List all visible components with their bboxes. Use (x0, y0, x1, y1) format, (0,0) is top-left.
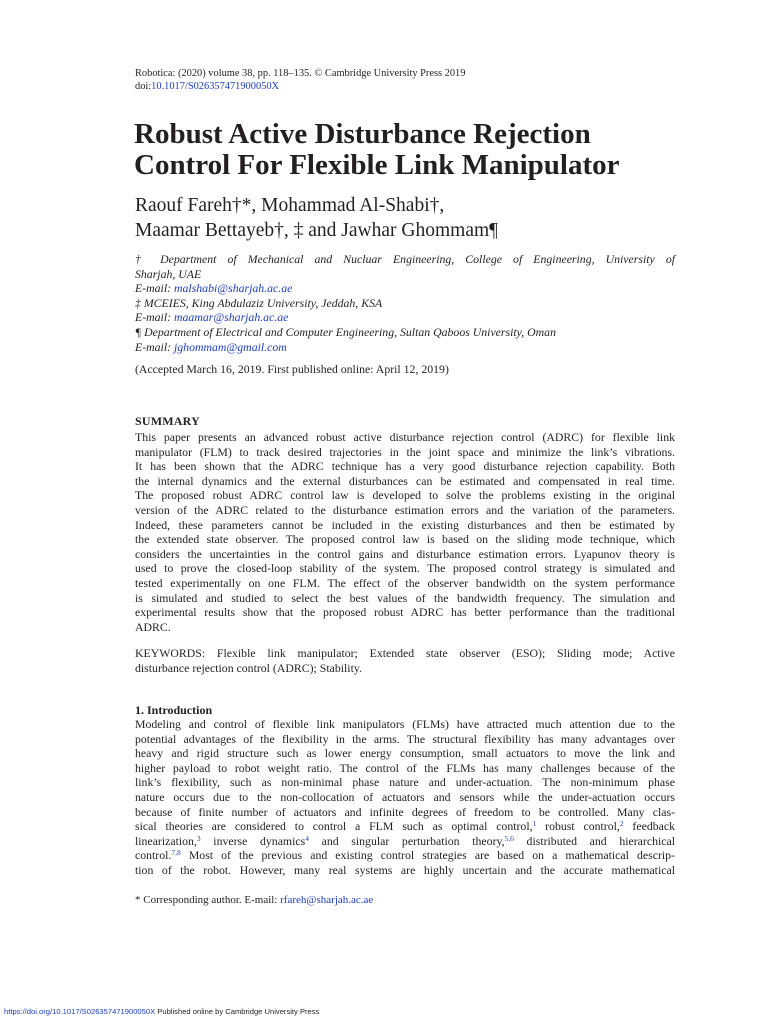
email-label: E-mail: (135, 281, 174, 296)
summary-line: The proposed robust ADRC control law is developed to solve the problems existing in the original (135, 488, 675, 503)
summary-line: the extended state observer. The proposed control law is based on the sliding mode technique, which (135, 532, 675, 547)
author-line-2: Maamar Bettayeb†, ‡ and Jawhar Ghommam¶ (135, 220, 498, 241)
intro-text: robust control, (536, 819, 620, 834)
email-link-maamar[interactable]: maamar@sharjah.ac.ae (174, 310, 289, 325)
introduction-body (135, 717, 675, 878)
footnote-text: * Corresponding author. E-mail: (135, 894, 281, 906)
summary-line: ADRC. (135, 619, 171, 634)
intro-line: link’s flexibility, such as non-minimal phase nature and under-actuation. The non-minimum phase (135, 775, 675, 790)
paper-title-line-2: Control For Flexible Link Manipulator (134, 149, 620, 181)
citation-ref[interactable]: 5,6 (504, 833, 514, 843)
section-heading-introduction: 1. Introduction (135, 703, 213, 717)
summary-line: This paper presents an advanced robust active disturbance rejection control (ADRC) for flexible link (135, 430, 675, 444)
summary-line: manipulator (FLM) to track desired trajectories in the joint space and minimize the link’s vibrations. (135, 444, 675, 459)
intro-line: Modeling and control of flexible link manipulators (FLMs) have attracted much attention due to the (135, 717, 675, 731)
summary-line: It has been shown that the ADRC technique has a very good disturbance rejection capability. Both (135, 459, 675, 474)
keywords-line-2: disturbance rejection control (ADRC); Stability. (135, 660, 362, 675)
publisher-strip (4, 1007, 319, 1016)
citation-ref[interactable]: 3 (196, 833, 201, 843)
intro-line-with-citations (135, 819, 675, 834)
published-online-text: Published online by Cambridge University Press (155, 1007, 320, 1016)
paper-title-line-1: Robust Active Disturbance Rejection (134, 118, 591, 150)
doi-line (135, 80, 465, 93)
accepted-date: (Accepted March 16, 2019. First published online: April 12, 2019) (135, 362, 449, 376)
summary-body (135, 430, 675, 634)
summary-line: is simulated and studied to select the best values of the bandwidth frequency. The simulation and (135, 590, 675, 605)
keywords (135, 646, 675, 675)
summary-line: version of the ADRC related to the disturbance estimation errors and the variation of the parameters. (135, 502, 675, 517)
author-list (135, 193, 695, 243)
intro-text: inverse dynamics (200, 833, 306, 848)
keywords-line-1: KEYWORDS: Flexible link manipulator; Extended state observer (ESO); Sliding mode; Active (135, 646, 675, 660)
intro-text: feedback (623, 819, 675, 834)
summary-line: experimental results show that the proposed robust ADRC has better performance than the traditional (135, 605, 675, 620)
citation-ref[interactable]: 1 (532, 819, 537, 829)
affiliation-1-line-1: † Department of Mechanical and Nucluar Engineering, College of Engineering, University of (135, 252, 675, 266)
email-label: E-mail: (135, 310, 174, 325)
corresponding-author-footnote (135, 894, 373, 907)
intro-text: sical theories are considered to control a FLM such as optimal control, (135, 819, 533, 834)
citation-ref[interactable]: 4 (305, 833, 309, 843)
intro-line: nature occurs due to the non-collocation of actuators and sensors while the under-actuation occurs (135, 789, 675, 804)
summary-heading: SUMMARY (135, 414, 200, 428)
journal-citation-header (135, 67, 465, 93)
summary-line: considers the uncertainties in the control gains and disturbance estimation errors. Lyapunov theory is (135, 546, 675, 561)
email-link-jghommam[interactable]: jghommam@gmail.com (174, 339, 287, 354)
intro-line: because of finite number of actuators and infinite degrees of freedom to be controlled. Many clas- (135, 804, 675, 819)
intro-line: heavy and rigid structure such as lower energy consumption, small actuators to move the link and (135, 746, 675, 761)
citation-ref[interactable]: 2 (619, 819, 624, 829)
intro-line: potential advantages of the flexibility in the arms. The structural flexibility has many advantages over (135, 731, 675, 746)
corresponding-email-link[interactable]: rfareh@sharjah.ac.ae (280, 894, 374, 906)
intro-line-with-citations (135, 848, 675, 863)
intro-text: linearization, (135, 833, 197, 848)
citation-ref[interactable]: 7,8 (171, 848, 181, 858)
summary-line: the internal dynamics and the external disturbances can be estimated and compensated in real time. (135, 473, 675, 488)
intro-line: tion of the robot. However, many real systems are highly uncertain and the accurate mathematical (135, 862, 675, 877)
email-label: E-mail: (135, 339, 174, 354)
summary-line: Indeed, these parameters cannot be included in the existing disturbances and then be estimated by (135, 517, 675, 532)
summary-line: used to prove the closed-loop stability of the system. The proposed control strategy is simulated and (135, 561, 675, 576)
doi-url-link[interactable]: https://doi.org/10.1017/S026357471900050X (4, 1007, 156, 1016)
affiliation-2-email (135, 310, 675, 325)
email-link-malshabi[interactable]: malshabi@sharjah.ac.ae (174, 281, 293, 296)
affiliation-3: ¶ Department of Electrical and Computer Engineering, Sultan Qaboos University, Oman (135, 324, 556, 339)
affiliation-2: ‡ MCEIES, King Abdulaziz University, Jeddah, KSA (135, 295, 383, 310)
doi-prefix: doi: (135, 81, 152, 92)
affiliation-1-email (135, 281, 675, 296)
doi-link[interactable]: 10.1017/S026357471900050X (151, 81, 280, 92)
affiliation-1-line-2: Sharjah, UAE (135, 266, 202, 281)
intro-line: higher payload to robot weight ratio. The control of the FLMs has many challenges because of the (135, 760, 675, 775)
paper-title (134, 119, 694, 181)
journal-citation: Robotica: (2020) volume 38, pp. 118–135. © Cambridge University Press 2019 (135, 68, 466, 79)
intro-line-with-citations (135, 834, 675, 849)
author-line-1: Raouf Fareh†*, Mohammad Al-Shabi†, (135, 195, 445, 216)
summary-line: tested experimentally on one FLM. The effect of the observer bandwidth on the system performance (135, 575, 675, 590)
intro-text: control. (135, 848, 172, 863)
affiliation-3-email (135, 340, 675, 355)
intro-text: distributed and hierarchical (513, 833, 675, 848)
affiliations (135, 252, 675, 354)
intro-text: Most of the previous and existing control strategies are based on a mathematical descrip- (180, 848, 675, 863)
intro-text: and singular perturbation theory, (308, 833, 505, 848)
